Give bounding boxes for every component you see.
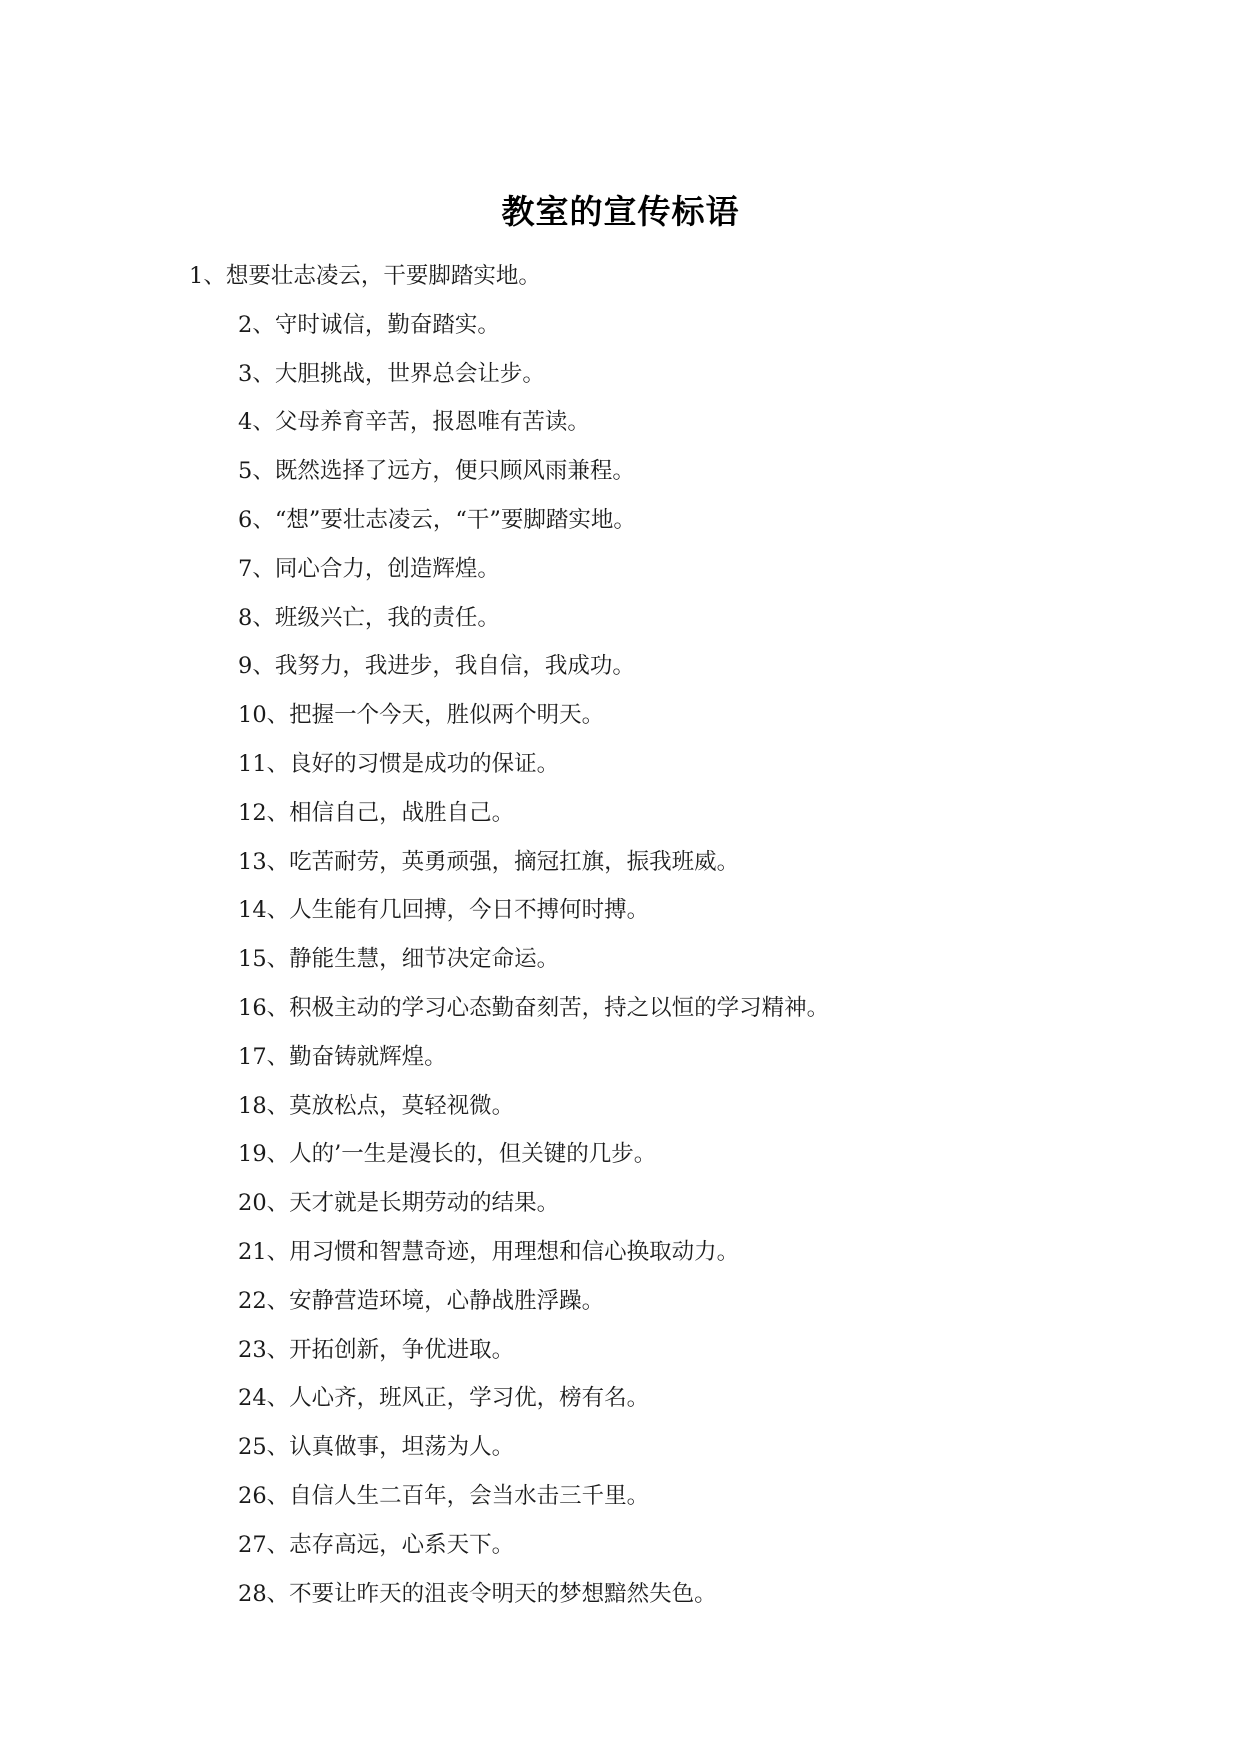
list-item: 18、莫放松点，莫轻视微。: [238, 1092, 515, 1119]
list-item: 25、认真做事，坦荡为人。: [238, 1434, 515, 1461]
list-item: 28、不要让昨天的沮丧令明天的梦想黯然失色。: [238, 1580, 717, 1607]
list-item: 3、大胆挑战，世界总会让步。: [238, 360, 545, 387]
list-item: 5、既然选择了远方，便只顾风雨兼程。: [238, 458, 635, 485]
list-item: 6、“想”要壮志凌云，“干”要脚踏实地。: [238, 506, 636, 533]
list-item: 17、勤奋铸就辉煌。: [238, 1043, 447, 1070]
list-item: 23、开拓创新，争优进取。: [238, 1336, 515, 1363]
page-title: 教室的宣传标语: [501, 192, 740, 231]
list-item: 15、静能生慧，细节决定命运。: [238, 946, 560, 973]
list-item: 12、相信自己，战胜自己。: [238, 799, 515, 826]
list-item: 21、用习惯和智慧奇迹，用理想和信心换取动力。: [238, 1238, 740, 1265]
list-item: 26、自信人生二百年，会当水击三千里。: [238, 1482, 650, 1509]
list-item: 9、我努力，我进步，我自信，我成功。: [238, 653, 635, 680]
list-item: 11、良好的习惯是成功的保证。: [238, 750, 560, 777]
list-item: 20、天才就是长期劳动的结果。: [238, 1190, 560, 1217]
list-item: 22、安静营造环境，心静战胜浮躁。: [238, 1287, 605, 1314]
list-item: 1、想要壮志凌云，干要脚踏实地。: [189, 263, 541, 289]
list-item: 2、守时诚信，勤奋踏实。: [238, 311, 500, 338]
list-item: 14、人生能有几回搏，今日不搏何时搏。: [238, 897, 650, 924]
list-item: 8、班级兴亡，我的责任。: [238, 604, 500, 631]
slogan-list: [0, 252, 1241, 1618]
list-item: 24、人心齐，班风正，学习优，榜有名。: [238, 1385, 650, 1412]
list-item: 27、志存高远，心系天下。: [238, 1531, 515, 1558]
list-item: 4、父母养育辛苦，报恩唯有苦读。: [238, 409, 590, 436]
list-item: 19、人的’一生是漫长的，但关键的几步。: [238, 1141, 657, 1168]
list-item: 7、同心合力，创造辉煌。: [238, 555, 500, 582]
list-item: 16、积极主动的学习心态勤奋刻苦，持之以恒的学习精神。: [238, 994, 830, 1021]
list-item: 13、吃苦耐劳，英勇顽强，摘冠扛旗，振我班威。: [238, 848, 740, 875]
list-item: 10、把握一个今天，胜似两个明天。: [238, 702, 605, 729]
